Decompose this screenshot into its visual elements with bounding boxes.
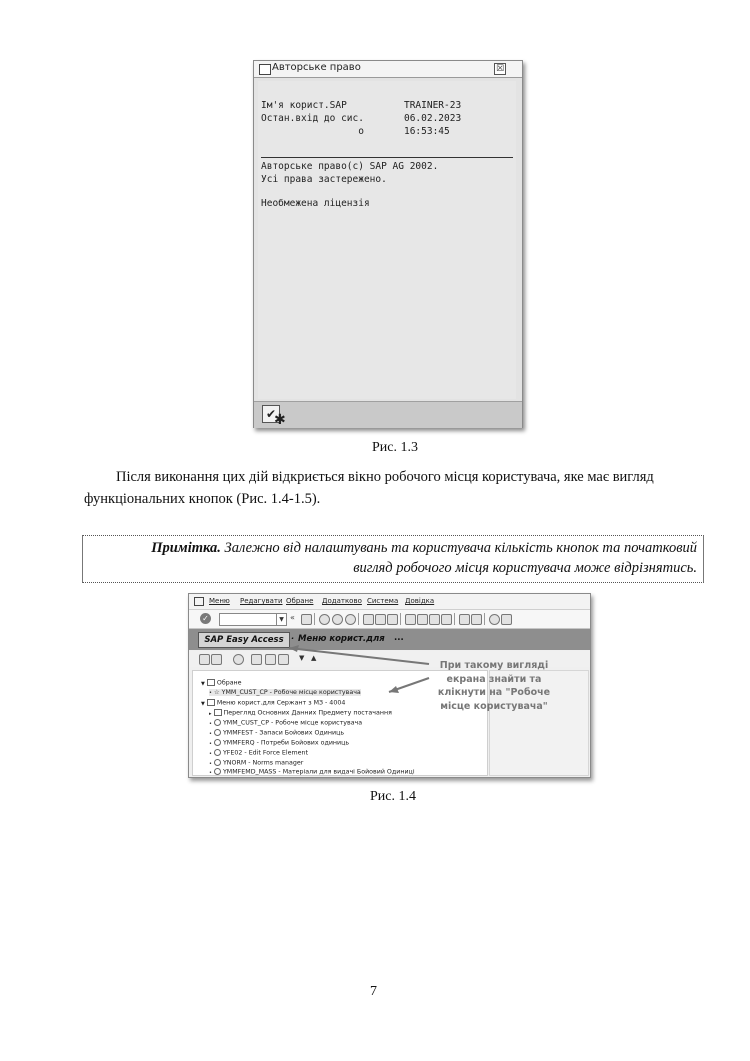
tab-more[interactable]: ...: [394, 633, 404, 643]
enter-icon[interactable]: ✓: [200, 613, 211, 624]
tab-user-menu[interactable]: Меню корист.для: [298, 634, 385, 644]
tree-node-yfe02[interactable]: • YFE02 - Edit Force Element: [209, 749, 308, 757]
menu-item-extras[interactable]: Додатково: [322, 597, 362, 605]
note-line-2: вигляд робочого місця користувача може відрізнятись.: [353, 560, 697, 576]
callout-line: екрана знайти та: [446, 673, 542, 685]
dialog-title-bar: [254, 61, 522, 78]
menu-item-help[interactable]: Довідка: [405, 597, 435, 605]
paragraph-line-2: функціональних кнопок (Рис. 1.4-1.5).: [84, 491, 321, 507]
figure-caption-1-3: Рис. 1.3: [372, 440, 418, 455]
menu-item-edit[interactable]: Редагувати: [240, 597, 283, 605]
tree-node-ymmfest[interactable]: • YMMFEST - Запаси Бойових Одиниць: [209, 729, 345, 737]
tree-node-workplace[interactable]: • YMM_CUST_CP - Робоче місце користувача: [209, 719, 363, 727]
menu-item-system[interactable]: Система: [367, 597, 399, 605]
note-box: [82, 535, 704, 583]
user-line: Ім'я корист.SAP TRAINER-23: [261, 100, 462, 111]
dialog-body: [258, 81, 516, 399]
tree-node-favorites[interactable]: ▼ Обране: [201, 679, 242, 687]
collapse-icon[interactable]: «: [290, 613, 295, 622]
tree-node-workplace-favorite[interactable]: • ☆ YMM_CUST_CP - Робоче місце користувача: [209, 689, 361, 696]
star-icon: ☆: [213, 689, 220, 696]
sap-easy-access-window: [188, 593, 591, 778]
callout-text: [419, 659, 569, 713]
arrow-to-tab: [289, 648, 429, 664]
move-up-icon[interactable]: ▲: [311, 654, 317, 662]
close-icon[interactable]: ☒: [495, 64, 505, 74]
note-text-1: Залежно від налаштувань та користувача кількість кнопок та початковий: [224, 540, 697, 556]
cursor-icon: ✱: [274, 412, 286, 428]
license-text: Необмежена ліцензія: [261, 198, 370, 209]
paragraph-line-1: Після виконання цих дій відкриється вікно робочого місця користувача, яке має вигляд: [116, 469, 654, 485]
dialog-title: Авторське право: [272, 62, 361, 73]
copyright-dialog: [253, 60, 523, 428]
window-icon: [259, 64, 271, 75]
move-down-icon[interactable]: ▼: [299, 654, 305, 662]
arrow-head: [389, 686, 399, 693]
tree-node-ymmfemd-mass[interactable]: • YMMFEMD_MASS - Матеріали для видачі Бойовий Одиниці: [209, 768, 415, 776]
chevron-down-icon[interactable]: ▼: [276, 614, 286, 625]
callout-line: місце користувача": [440, 700, 548, 712]
tab-separator: ·: [291, 634, 295, 643]
tree-node-ymmferq[interactable]: • YMMFERQ - Потреби Бойових одиниць: [209, 739, 350, 747]
menu-item-favorites[interactable]: Обране: [286, 597, 314, 605]
rights-text: Усі права застережено.: [261, 174, 387, 185]
copyright-text: Авторське право(с) SAP AG 2002.: [261, 161, 439, 172]
note-label: Примітка.: [151, 540, 221, 556]
arrow-head: [289, 645, 299, 652]
tree-node-master-data[interactable]: ▸ Перегляд Основних Данних Предмету постачання: [209, 709, 392, 717]
note-line-1: [151, 540, 697, 557]
figure-caption-1-4: Рис. 1.4: [370, 789, 416, 804]
tree-node-user-menu[interactable]: ▼ Меню корист.для Сержант з МЗ - 4004: [201, 699, 346, 707]
divider: [261, 157, 513, 158]
dialog-footer: [254, 401, 522, 428]
last-login-line: Остан.вхід до сис. 06.02.2023: [261, 113, 462, 124]
page-number: 7: [370, 984, 377, 999]
callout-line: клікнути на "Робоче: [437, 687, 551, 698]
time-line: о 16:53:45: [261, 126, 450, 137]
confirm-button[interactable]: ✔: [262, 405, 280, 423]
callout-line: При такому вигляді: [439, 660, 549, 671]
tree-node-ynorm[interactable]: • YNORM - Norms manager: [209, 759, 304, 767]
tab-sap-easy-access[interactable]: SAP Easy Access: [198, 632, 290, 648]
menu-item-menu[interactable]: Меню: [209, 597, 230, 605]
